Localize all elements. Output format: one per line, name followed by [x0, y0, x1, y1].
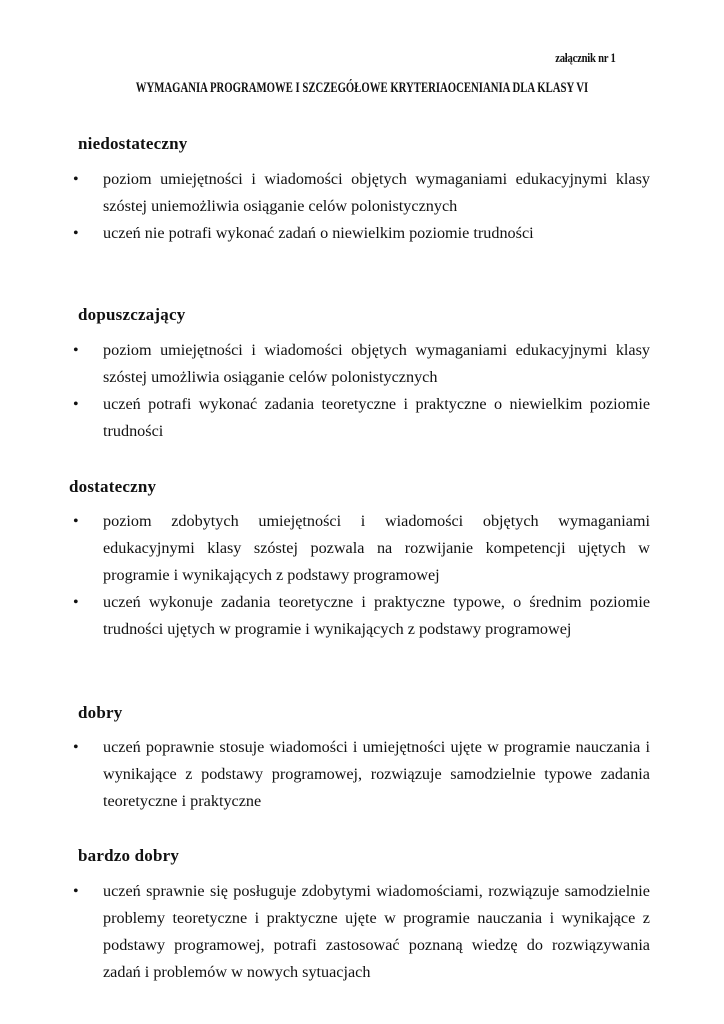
list-item: [0, 878, 650, 986]
section-heading: niedostateczny: [78, 134, 188, 153]
bullet-icon: •: [73, 342, 79, 359]
item-text: poziom umiejętności i wiadomości objętych wymaganiami edukacyjnymi klasy szóstej umożliwia osiąganie celów polonistycznych: [103, 341, 650, 386]
bullet-icon: •: [73, 171, 79, 188]
section-heading: dobry: [78, 703, 123, 722]
section-heading: dopuszczający: [78, 305, 186, 324]
item-text: poziom umiejętności i wiadomości objętych wymaganiami edukacyjnymi klasy szóstej uniemożliwia osiąganie celów polonistycznych: [103, 170, 650, 215]
list-item: [0, 391, 650, 445]
criteria-list: [0, 166, 724, 247]
criteria-list: [0, 337, 724, 445]
section-heading: dostateczny: [69, 477, 157, 496]
item-text: uczeń potrafi wykonać zadania teoretyczne i praktyczne o niewielkim poziomie trudności: [103, 395, 650, 440]
bullet-icon: •: [73, 739, 79, 756]
document-title: WYMAGANIA PROGRAMOWE I SZCZEGÓŁOWE KRYTERIAOCENIANIA DLA KLASY VI: [135, 80, 589, 96]
bullet-icon: •: [73, 594, 79, 611]
list-item: [0, 337, 650, 391]
criteria-list: [0, 508, 724, 643]
item-text: uczeń poprawnie stosuje wiadomości i umiejętności ujęte w programie nauczania i wynikające z podstawy programowej, rozwiązuje samodzielnie typowe zadania teoretyczne i praktyczne: [103, 738, 650, 810]
item-text: uczeń nie potrafi wykonać zadań o niewielkim poziomie trudności: [103, 224, 534, 242]
list-item: [0, 220, 650, 247]
criteria-list: [0, 878, 724, 986]
item-text: uczeń wykonuje zadania teoretyczne i praktyczne typowe, o średnim poziomie trudności ujętych w programie i wynikających z podstawy programowej: [103, 593, 650, 638]
bullet-icon: •: [73, 513, 79, 530]
annex-label: załącznik nr 1: [555, 50, 616, 65]
criteria-list: [0, 734, 724, 815]
list-item: [0, 166, 650, 220]
bullet-icon: •: [73, 225, 79, 242]
list-item: [0, 589, 650, 643]
item-text: poziom zdobytych umiejętności i wiadomości objętych wymaganiami edukacyjnymi klasy szóstej pozwala na rozwijanie kompetencji ujętych w programie i wynikających z podstawy programowej: [103, 512, 650, 584]
bullet-icon: •: [73, 883, 79, 900]
list-item: [0, 508, 650, 589]
bullet-icon: •: [73, 396, 79, 413]
section-heading: bardzo dobry: [78, 846, 180, 865]
list-item: [0, 734, 650, 815]
item-text: uczeń sprawnie się posługuje zdobytymi wiadomościami, rozwiązuje samodzielnie problemy teoretyczne i praktyczne ujęte w programie nauczania i wynikające z podstawy programowej, potrafi zastosować poznaną wiedzę do rozwiązywania zadań i problemów w nowych sytuacjach: [103, 882, 650, 981]
